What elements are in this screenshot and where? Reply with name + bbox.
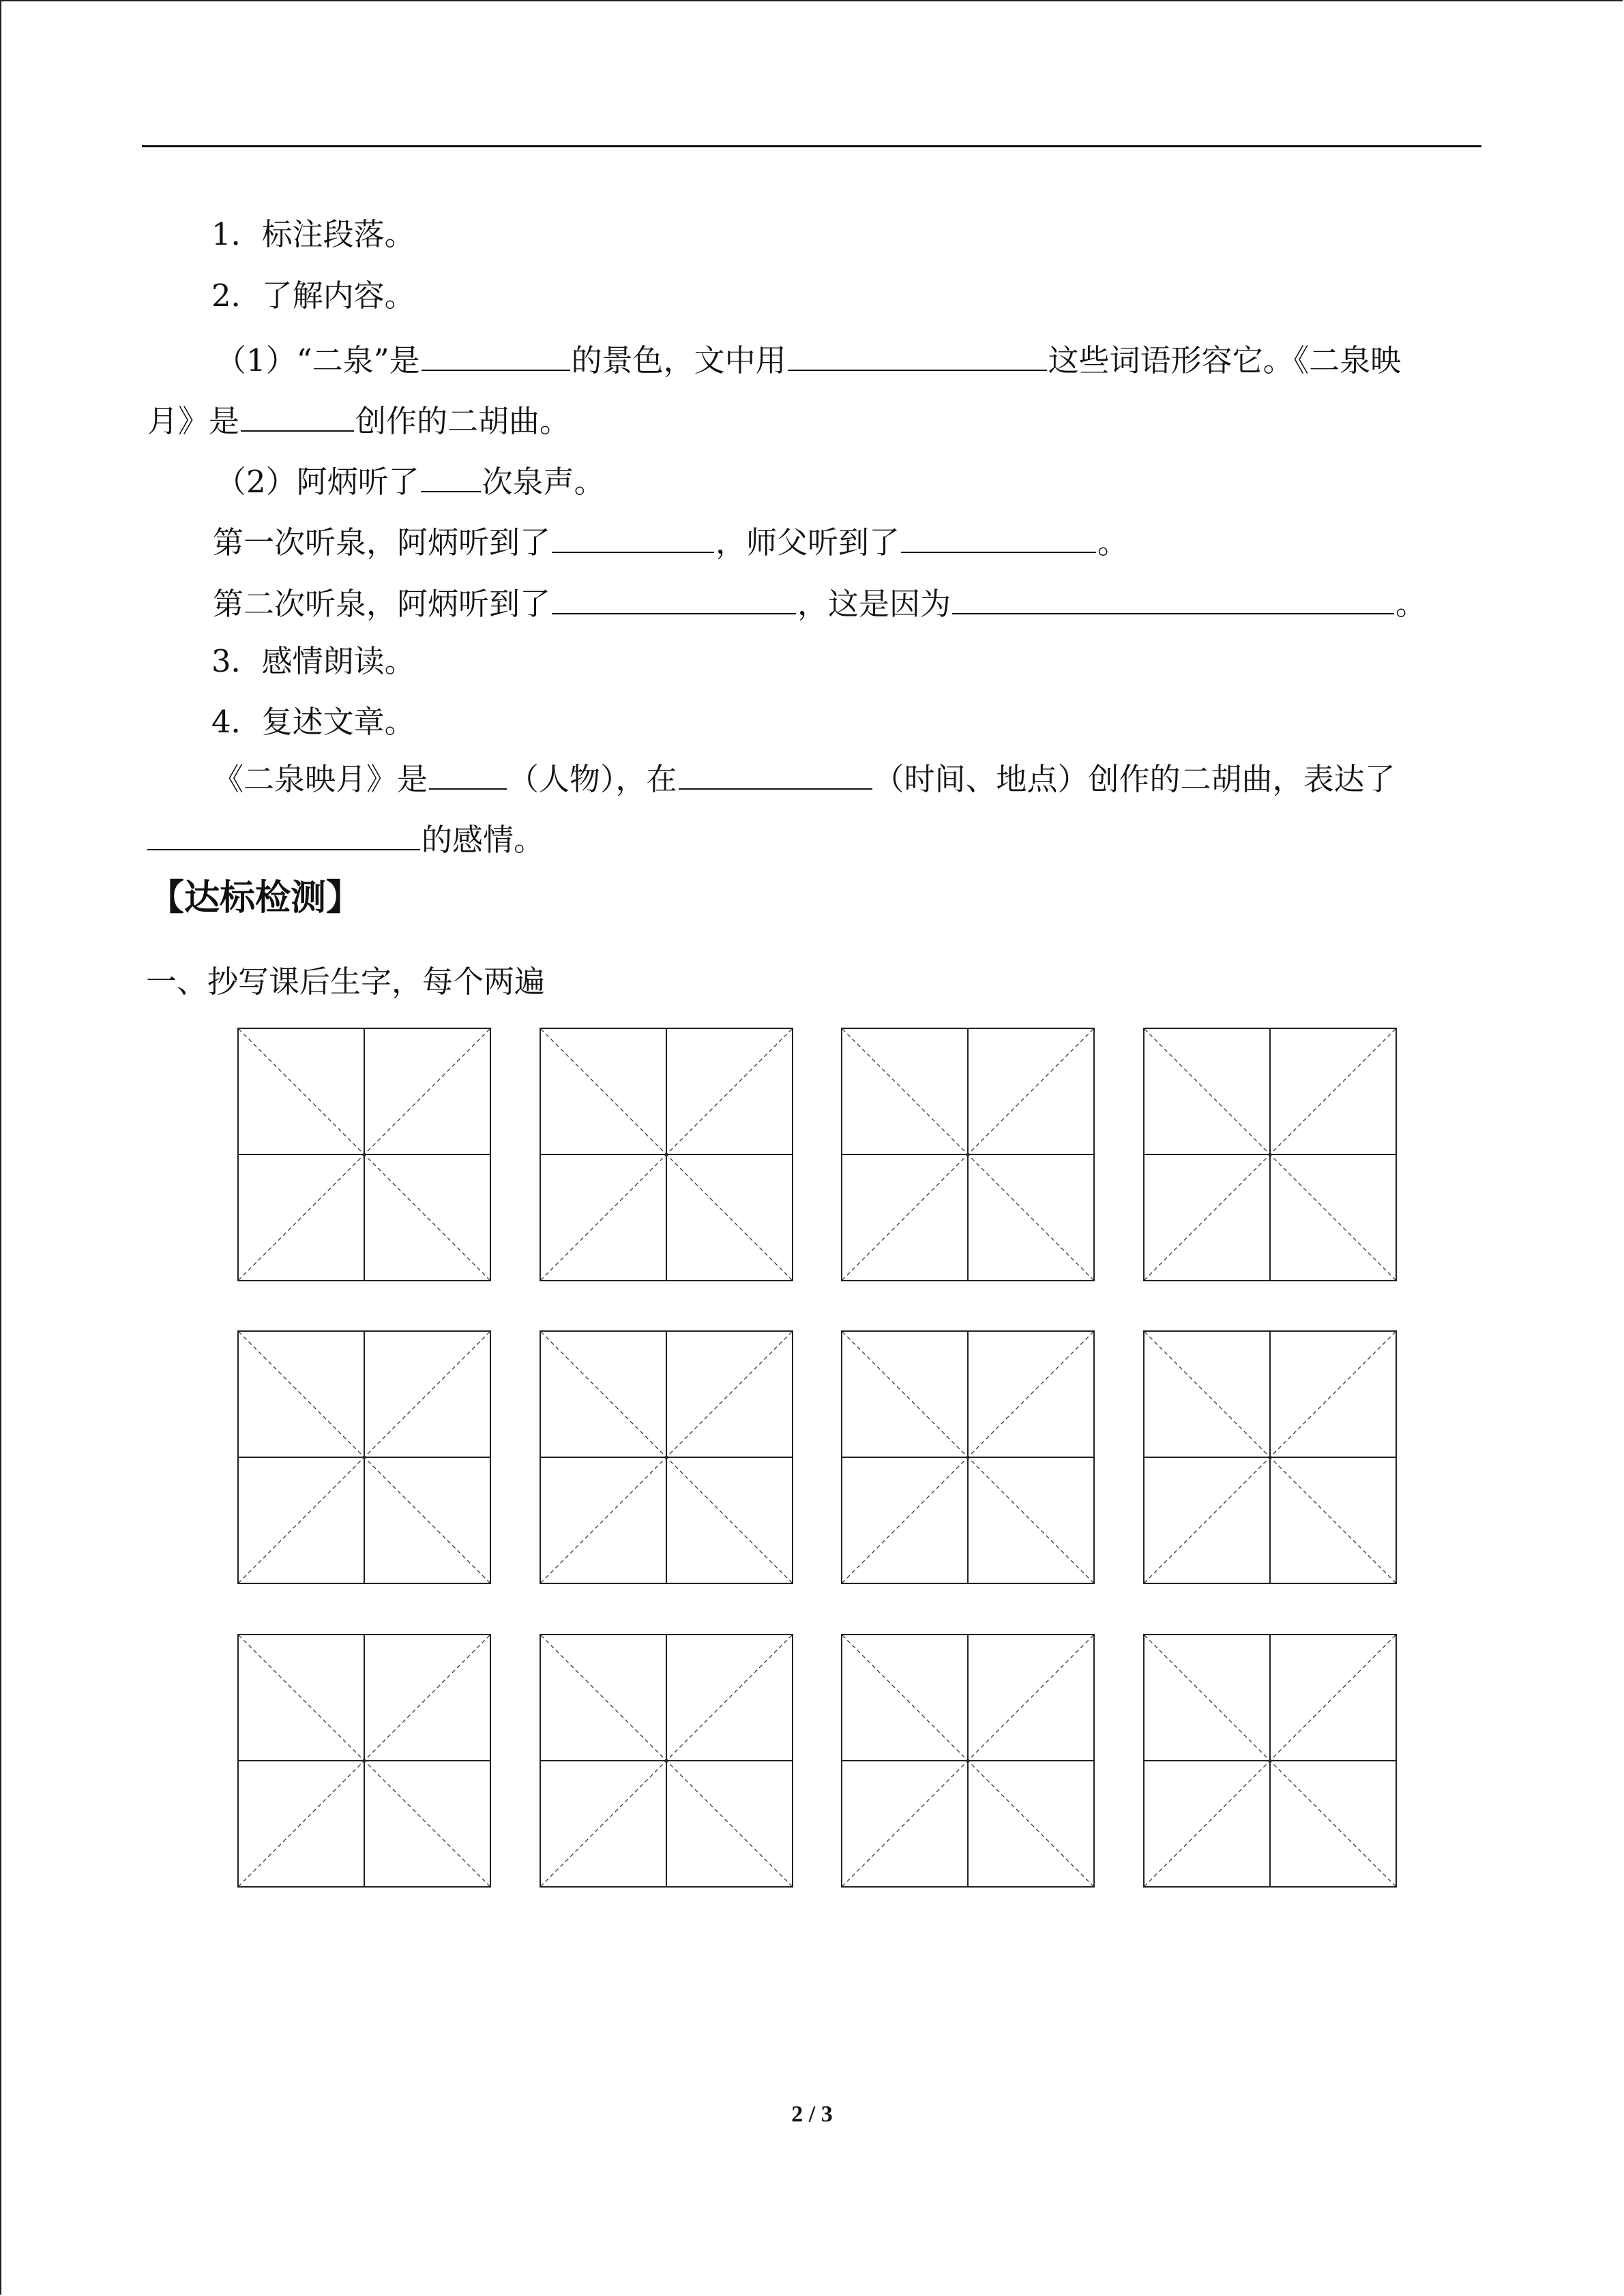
writing-cell[interactable]	[841, 1634, 1095, 1888]
header-rule	[142, 145, 1481, 147]
writing-cell[interactable]	[237, 1330, 491, 1584]
item-1: 1．标注段落。	[211, 216, 415, 252]
answer-blank[interactable]	[429, 756, 507, 790]
item-2: 2．了解内容。	[211, 278, 415, 314]
answer-blank[interactable]	[422, 337, 570, 371]
answer-blank[interactable]	[241, 398, 354, 432]
question-2: （2）阿炳听了 次泉声。	[216, 458, 605, 499]
item-3: 3．感情朗读。	[211, 643, 415, 679]
answer-blank[interactable]	[147, 816, 420, 850]
writing-cell[interactable]	[841, 1330, 1095, 1584]
writing-cell[interactable]	[237, 1634, 491, 1888]
answer-blank[interactable]	[552, 519, 714, 553]
retell-line-2: 的感情。	[147, 816, 544, 857]
answer-blank[interactable]	[552, 580, 796, 614]
item-4: 4．复述文章。	[211, 704, 415, 740]
first-listen-line: 第一次听泉，阿炳听到了 ，师父听到了 。	[213, 519, 1128, 560]
answer-blank[interactable]	[679, 756, 872, 790]
answer-blank[interactable]	[788, 337, 1047, 371]
answer-blank[interactable]	[901, 519, 1096, 553]
writing-cell[interactable]	[1143, 1028, 1397, 1281]
writing-cell[interactable]	[540, 1028, 793, 1281]
page-number: 2 / 3	[791, 2102, 833, 2127]
writing-cell[interactable]	[1143, 1634, 1397, 1888]
writing-cell[interactable]	[1143, 1330, 1397, 1584]
writing-cell[interactable]	[841, 1028, 1095, 1281]
writing-cell[interactable]	[237, 1028, 491, 1281]
answer-blank[interactable]	[952, 580, 1394, 614]
question-1-line-1: （1）“二泉”是 的景色，文中用 这些词语形容它。《二泉映	[216, 337, 1401, 378]
writing-cell[interactable]	[540, 1330, 793, 1584]
answer-blank[interactable]	[421, 458, 481, 492]
retell-line-1: 《二泉映月》是 （人物），在 （时间、地点）创作的二胡曲，表达了	[213, 756, 1396, 796]
question-1-line-2: 月》是 创作的二胡曲。	[147, 398, 570, 438]
writing-cell[interactable]	[540, 1634, 793, 1888]
second-listen-line: 第二次听泉，阿炳听到了 ，这是因为 。	[213, 580, 1426, 621]
exercise-1-title: 一、抄写课后生字，每个两遍	[146, 964, 546, 1000]
section-title: 【达标检测】	[149, 878, 362, 919]
